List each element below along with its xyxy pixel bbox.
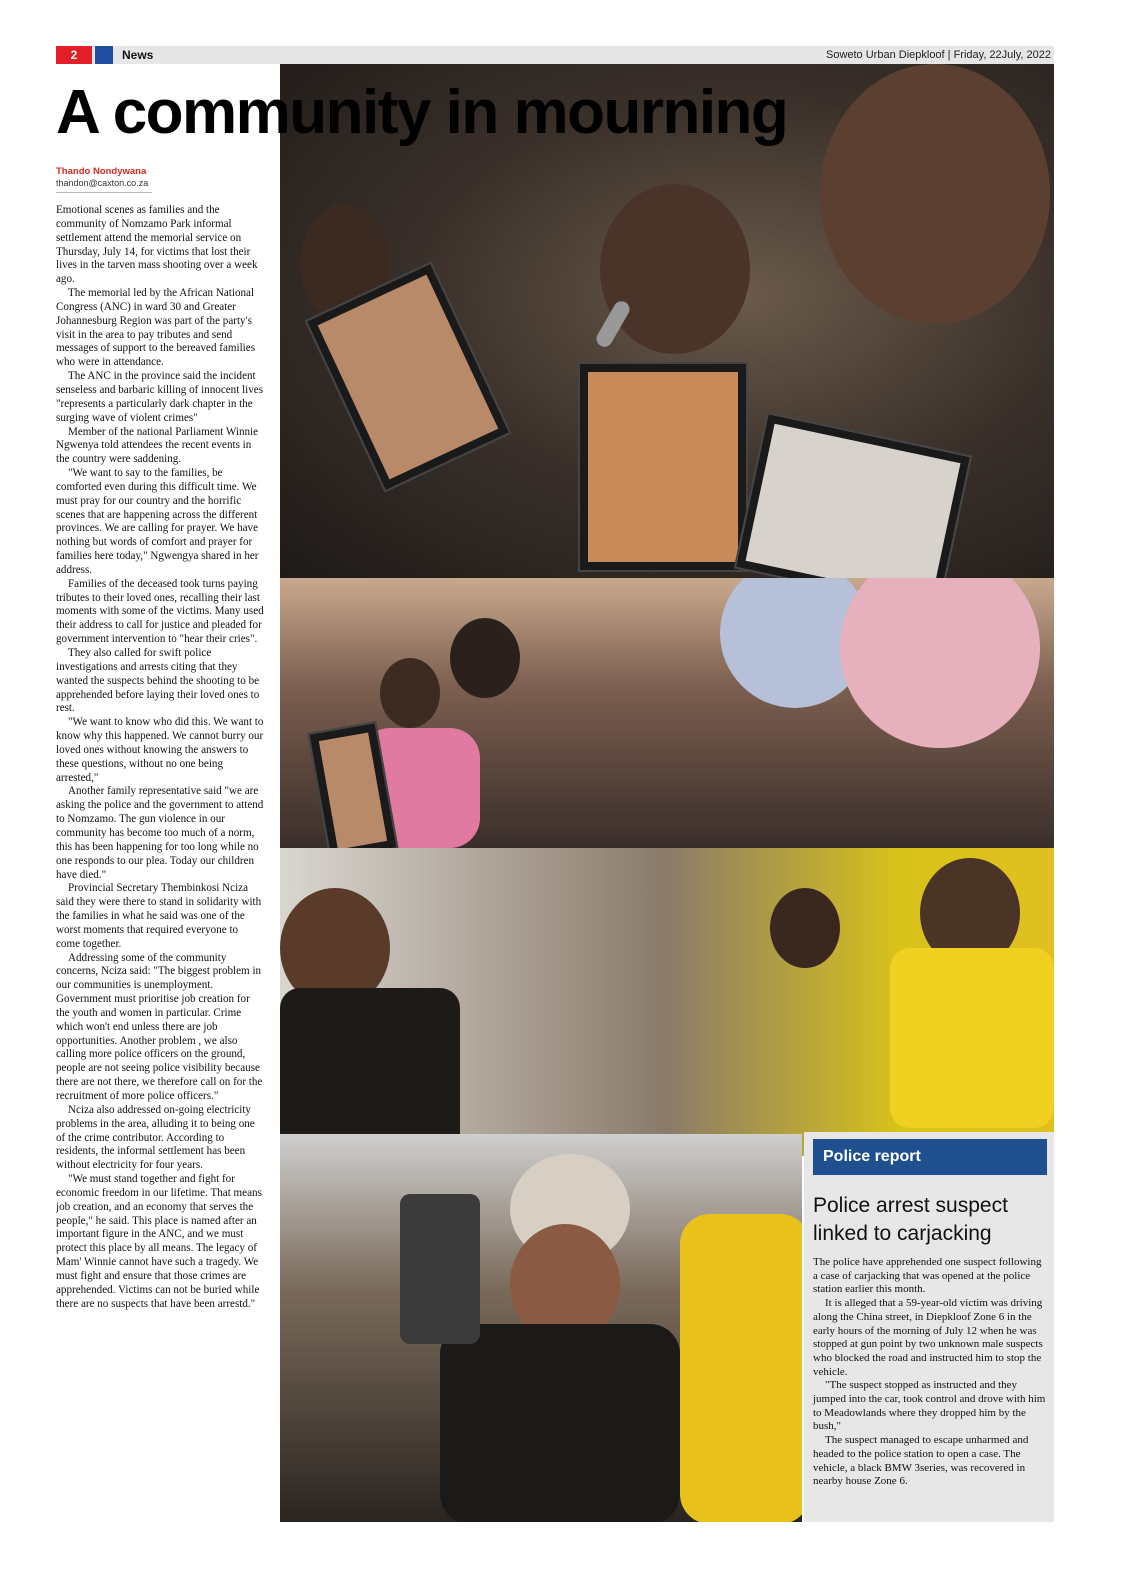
police-report-paragraph: It is alleged that a 59-year-old victim was driving along the China street, in Diepkloof Zone 6 in the early hours of the morning of July 12 when he was stopped at gun point by two unknown male suspects who blocked the road and instructed him to stop the vehicle. — [813, 1297, 1043, 1378]
article-paragraph: Member of the national Parliament Winnie Ngwenya told attendees the recent events in the country were saddening. — [56, 425, 259, 466]
photo-portrait-frame — [736, 414, 970, 578]
photo-portrait-frame — [580, 364, 746, 570]
police-report-paragraph: "The suspect stopped as instructed and they jumped into the car, took control and drove with him to Meadowlands where they dropped him by the bush," — [813, 1379, 1046, 1433]
photo-grieving-woman — [280, 1134, 802, 1522]
photo-figure — [450, 618, 520, 698]
article-paragraph: Another family representative said "we are asking the police and the government to attend to Nomzamo. The gun violence in our community has become too much of a norm, this has been happening for too long while no one responds to our plea. Today our children have died." — [56, 785, 264, 881]
section-color-block — [95, 46, 113, 64]
article-body — [56, 204, 264, 1524]
section-label: News — [122, 48, 154, 62]
photo-speaker-box — [400, 1194, 480, 1344]
photo-figure — [440, 1324, 680, 1522]
article-paragraph: Nciza also addressed on-going electricity problems in the area, alluding it to being one of the crime contributor. According to residents, the informal settlement has been without electricity for four years. — [56, 1103, 255, 1172]
byline-divider — [56, 192, 152, 193]
photo-figure — [680, 1214, 802, 1522]
photo-figure — [770, 888, 840, 968]
headline: A community in mourning — [56, 78, 788, 147]
article-paragraph: Families of the deceased took turns paying tributes to their loved ones, recalling their last moments with some of the victims. Many used their address to call for justice and pleaded for government intervention to "hear their cries". — [56, 577, 264, 646]
article-paragraph: They also called for swift police investigations and arrests citing that they wanted the suspects behind the shooting to be apprehended before laying their loved ones to rest. — [56, 647, 260, 715]
article-paragraph: "We must stand together and fight for economic freedom in our lifetime. That means job creation, and an economy that serves the people," he said. This place is named after an important figure in the ANC, and we must protect this place by all means. The legacy of Mam' Winnie cannot have such a tragedy. We must fight and ensure that those crimes are apprehended. Victims can not be buried while there are no suspects that have been arrestd." — [56, 1173, 262, 1310]
police-report-label: Police report — [813, 1139, 1047, 1175]
issue-info: Soweto Urban Diepkloof | Friday, 22July, 2022 — [825, 49, 1051, 61]
photo-figure — [840, 578, 1040, 748]
article-paragraph: Emotional scenes as families and the community of Nomzamo Park informal settlement attend the memorial service on Thursday, July 14, for victims that lost their lives in the tarven mass shooting over a week ago. — [56, 204, 258, 286]
article-paragraph: Provincial Secretary Thembinkosi Nciza said they were there to stand in solidarity with the families in what he said was one of the worst moments that required everyone to come together. — [56, 882, 262, 950]
photo-figure — [890, 948, 1054, 1128]
article-paragraph: Addressing some of the community concerns, Nciza said: "The biggest problem in our communities is unemployment. Government must prioritise job creation for the youth and women in particular. Crime which won't end unless there are job opportunities. Another problem , we also calling more police officers on the ground, people are not seeing police visibility because there are not there, we therefore call on for the recruitment of more police officers." — [56, 951, 263, 1102]
byline-email: thandon@caxton.co.za — [56, 178, 149, 188]
byline-name: Thando Nondywana — [56, 166, 147, 177]
article-paragraph: The ANC in the province said the incident senseless and barbaric killing of innocent lives "represents a particularly dark chapter in the surging wave of violent crimes" — [56, 370, 264, 424]
article-paragraph: "We want to say to the families, be comforted even during this difficult time. We must pray for our country and the horrific scenes that are happening across the different provinces. We are calling for prayer. We have nothing but words of comfort and prayer for families here today," Ngwengya shared in her address. — [56, 467, 259, 576]
article-paragraph: The memorial led by the African National Congress (ANC) in ward 30 and Greater Johannesburg Region was part of the party's visit in the area to pay tributes and send messages of support to the bereaved families who were in attendance. — [56, 287, 256, 369]
page-number: 2 — [56, 46, 92, 64]
photo-figure — [380, 658, 440, 728]
photo-crowd-mourning — [280, 578, 1054, 848]
police-report-headline: Police arrest suspect linked to carjacking — [813, 1194, 1008, 1245]
police-report-body — [813, 1256, 1047, 1489]
police-report-paragraph: The police have apprehended one suspect following a case of carjacking that was opened at the police station earlier this month. — [813, 1256, 1042, 1296]
photo-figure — [820, 64, 1050, 324]
article-paragraph: "We want to know who did this. We want to know why this happened. We cannot burry our loved ones without knowing the answers to these questions, without no one being arrested," — [56, 716, 264, 784]
photo-figure — [280, 988, 460, 1156]
photo-speakers-at-memorial — [280, 848, 1054, 1156]
photo-figure — [600, 184, 750, 354]
police-report-paragraph: The suspect managed to escape unharmed and headed to the police station to open a case. The vehicle, a black BMW 3series, was recovered in nearby house Zone 6. — [813, 1434, 1029, 1488]
